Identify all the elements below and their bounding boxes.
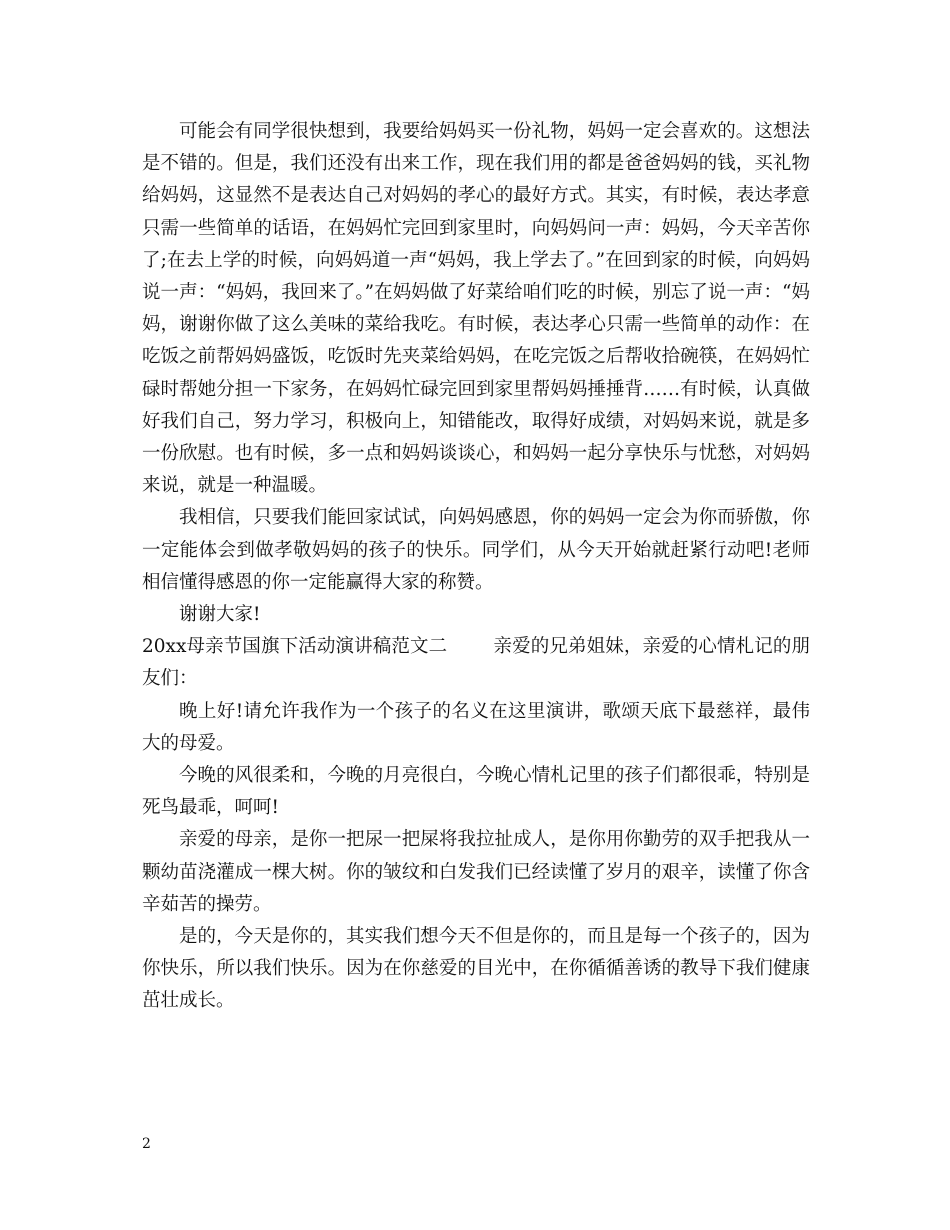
page-number: 2 (142, 1136, 151, 1152)
document-page (142, 116, 810, 1018)
paragraph-today: 是的，今天是你的，其实我们想今天不但是你的，而且是每一个孩子的，因为你快乐，所以我们快乐。因为在你慈爱的目光中，在你循循善诱的教导下我们健康茁壮成长。 (142, 926, 810, 1012)
paragraph-gift: 可能会有同学很快想到，我要给妈妈买一份礼物，妈妈一定会喜欢的。这想法是不错的。但是，我们还没有出来工作，现在我们用的都是爸爸妈妈的钱，买礼物给妈妈，这显然不是表达自己对妈妈的孝心的最好方式。其实，有时候，表达孝意只需一些简单的话语，在妈妈忙完回到家里时，向妈妈问一声：妈妈，今天辛苦你了;在去上学的时候，向妈妈道一声“妈妈，我上学去了。”在回到家的时候，向妈妈说一声：“妈妈，我回来了。”在妈妈做了好菜给咱们吃的时候，别忘了说一声：“妈妈，谢谢你做了这么美味的菜给我吃。有时候，表达孝心只需一些简单的动作：在吃饭之前帮妈妈盛饭，吃饭时先夹菜给妈妈，在吃完饭之后帮收拾碗筷，在妈妈忙碌时帮她分担一下家务，在妈妈忙碌完回到家里帮妈妈捶捶背……有时候，认真做好我们自己，努力学习，积极向上，知错能改，取得好成绩，对妈妈来说，就是多一份欣慰。也有时候，多一点和妈妈谈谈心，和妈妈一起分享快乐与忧愁，对妈妈来说，就是一种温暖。 (142, 121, 810, 497)
paragraph-tonight: 今晚的风很柔和，今晚的月亮很白，今晚心情札记里的孩子们都很乖，特别是死鸟最乖，呵呵! (142, 765, 810, 819)
paragraph-belief: 我相信，只要我们能回家试试，向妈妈感恩，你的妈妈一定会为你而骄傲，你一定能体会到做孝敬妈妈的孩子的快乐。同学们，从今天开始就赶紧行动吧!老师相信懂得感恩的你一定能赢得大家的称赞。 (142, 507, 810, 593)
section-greeting: 亲爱的兄弟姐妹，亲爱的心情札记的朋友们： (142, 636, 810, 690)
section-title: 20xx母亲节国旗下活动演讲稿范文二 (142, 636, 448, 658)
paragraph-thanks: 谢谢大家! (179, 604, 261, 626)
paragraph-good-evening: 晚上好!请允许我作为一个孩子的名义在这里演讲，歌颂天底下最慈祥，最伟大的母爱。 (142, 700, 810, 754)
section-heading-line (142, 631, 810, 695)
paragraph-dear-mother: 亲爱的母亲，是你一把尿一把屎将我拉扯成人，是你用你勤劳的双手把我从一颗幼苗浇灌成一棵大树。你的皱纹和白发我们已经读懂了岁月的艰辛，读懂了你含辛茹苦的操劳。 (142, 829, 810, 915)
